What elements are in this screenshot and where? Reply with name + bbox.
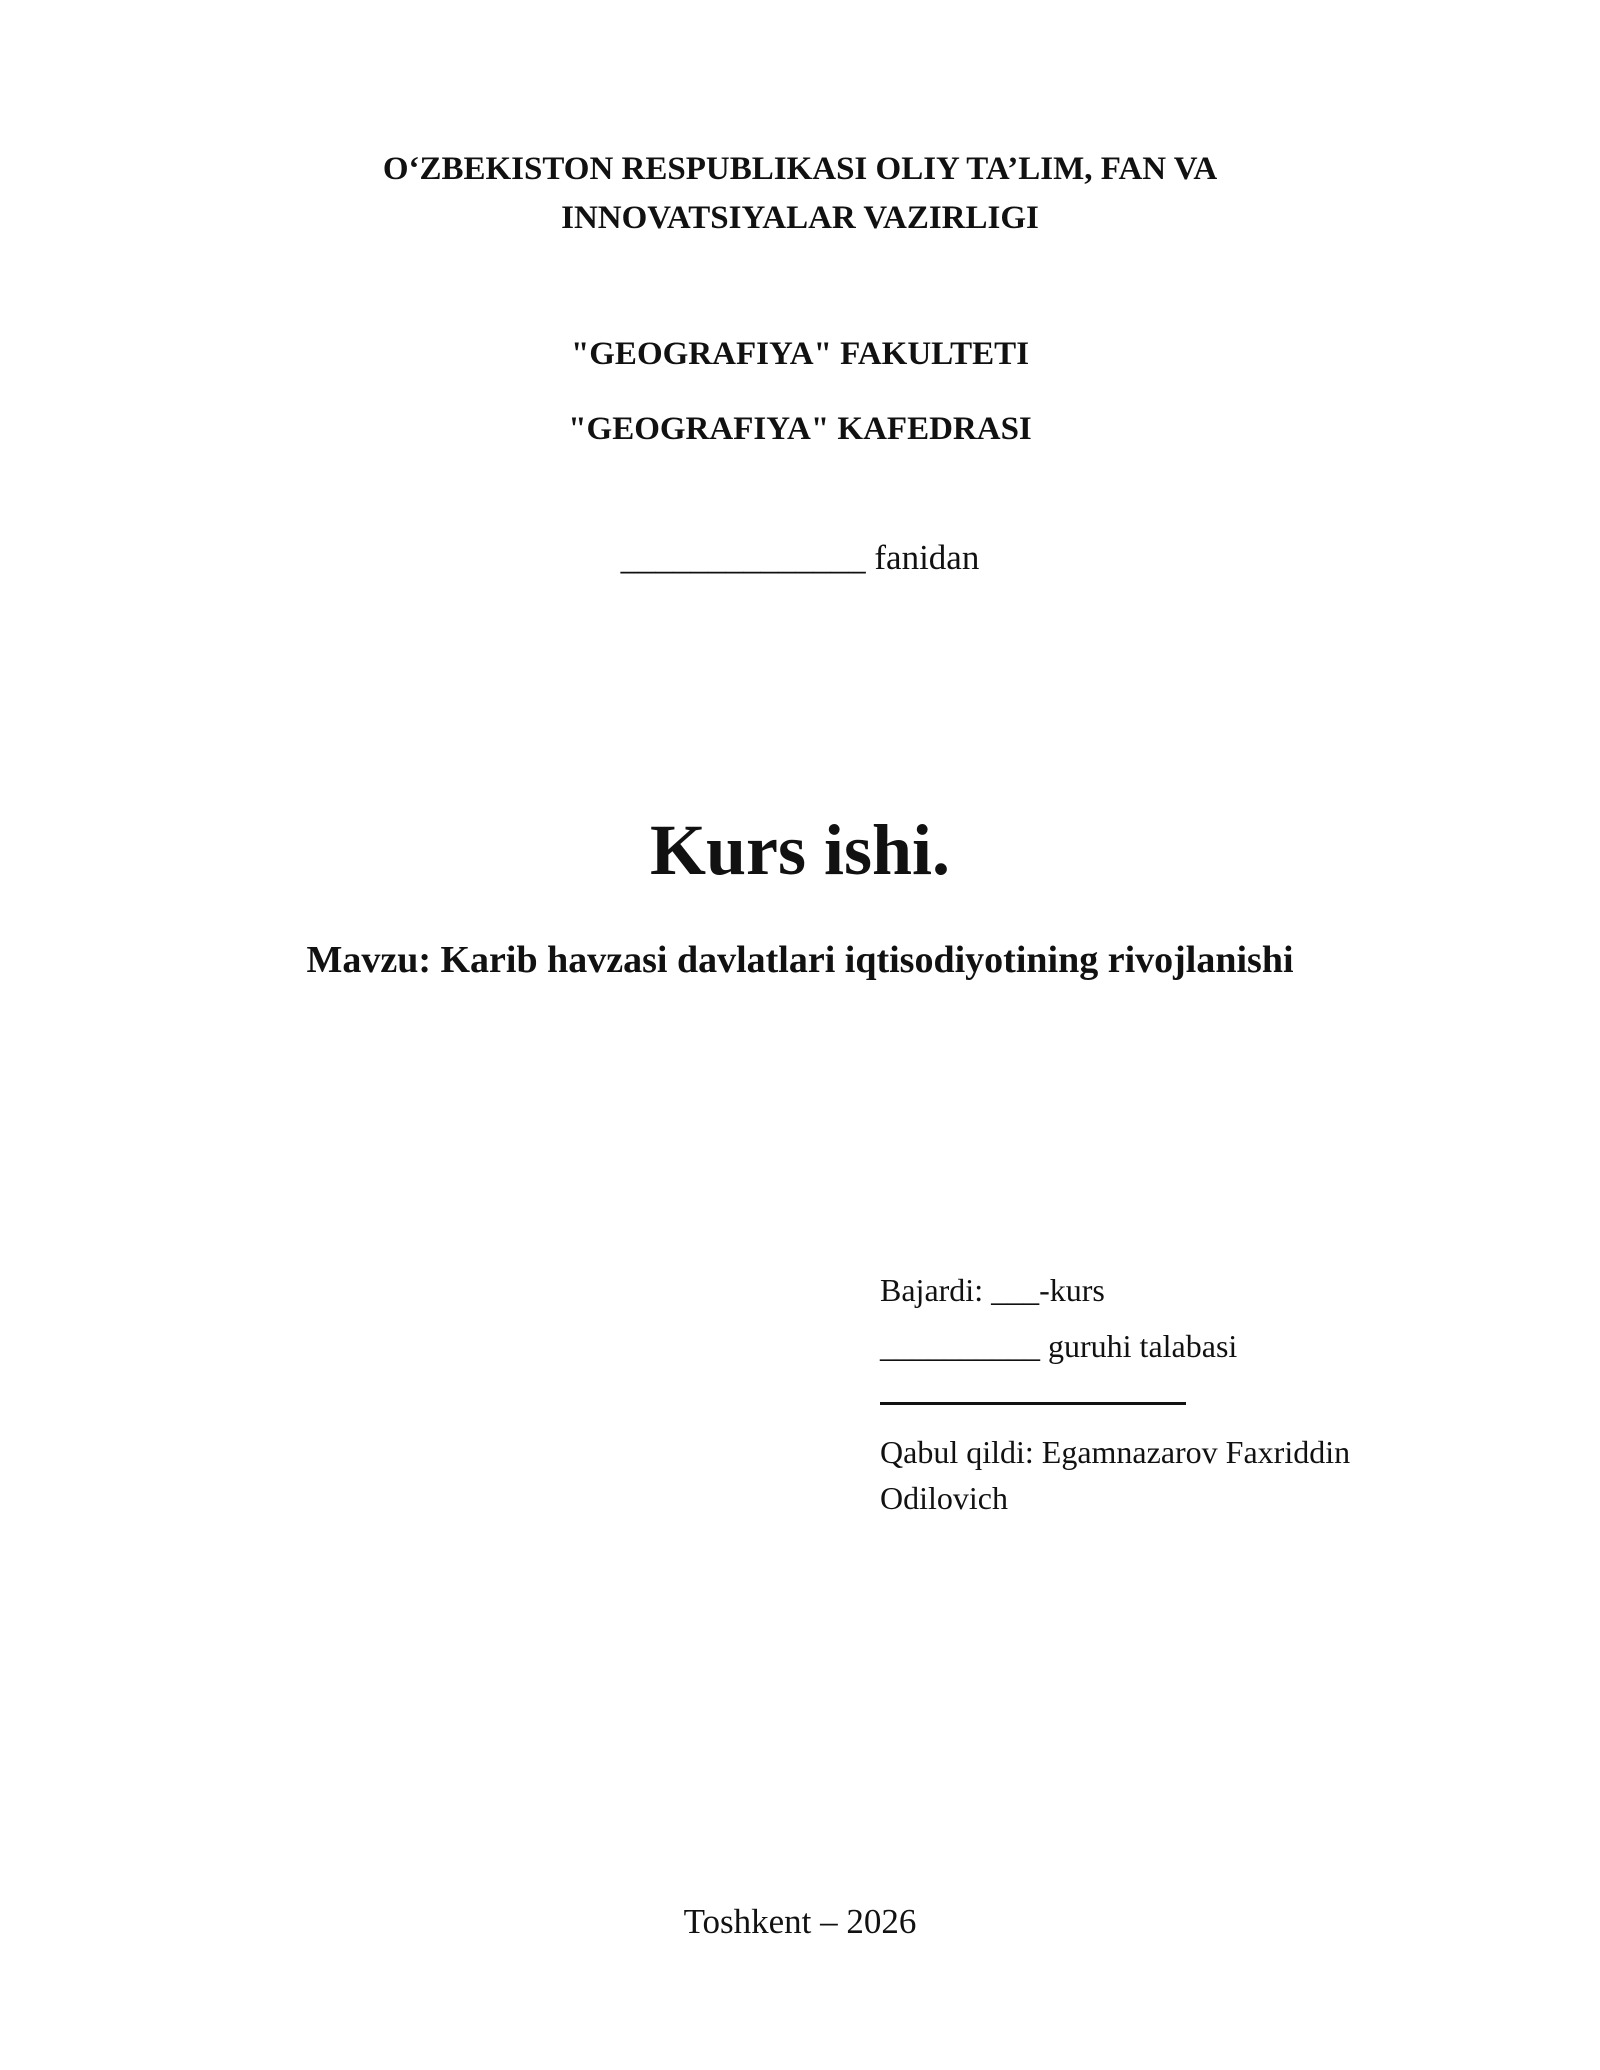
department-heading: "GEOGRAFIYA" KAFEDRASI	[568, 411, 1032, 447]
performed-by-line: Bajardi: ___-kurs	[880, 1272, 1105, 1308]
ministry-heading	[0, 145, 1600, 243]
topic-line: Mavzu: Karib havzasi davlatlari iqtisodiyotining rivojlanishi	[306, 939, 1294, 981]
received-by-line: Qabul qildi: Egamnazarov Faxriddin Odilovich	[880, 1434, 1351, 1516]
ministry-line-2: INNOVATSIYALAR VAZIRLIGI	[561, 200, 1039, 236]
ministry-line-1: O‘ZBEKISTON RESPUBLIKASI OLIY TA’LIM, FAN VA	[382, 151, 1218, 187]
city-year-footer: Toshkent – 2026	[683, 1902, 917, 1941]
document-title: Kurs ishi.	[649, 810, 951, 890]
author-info-block	[880, 1262, 1440, 1521]
faculty-heading: "GEOGRAFIYA" FAKULTETI	[570, 336, 1030, 372]
group-line: __________ guruhi talabasi	[880, 1328, 1238, 1364]
subject-line: ______________ fanidan	[620, 538, 980, 577]
name-blank-line	[880, 1402, 1186, 1405]
